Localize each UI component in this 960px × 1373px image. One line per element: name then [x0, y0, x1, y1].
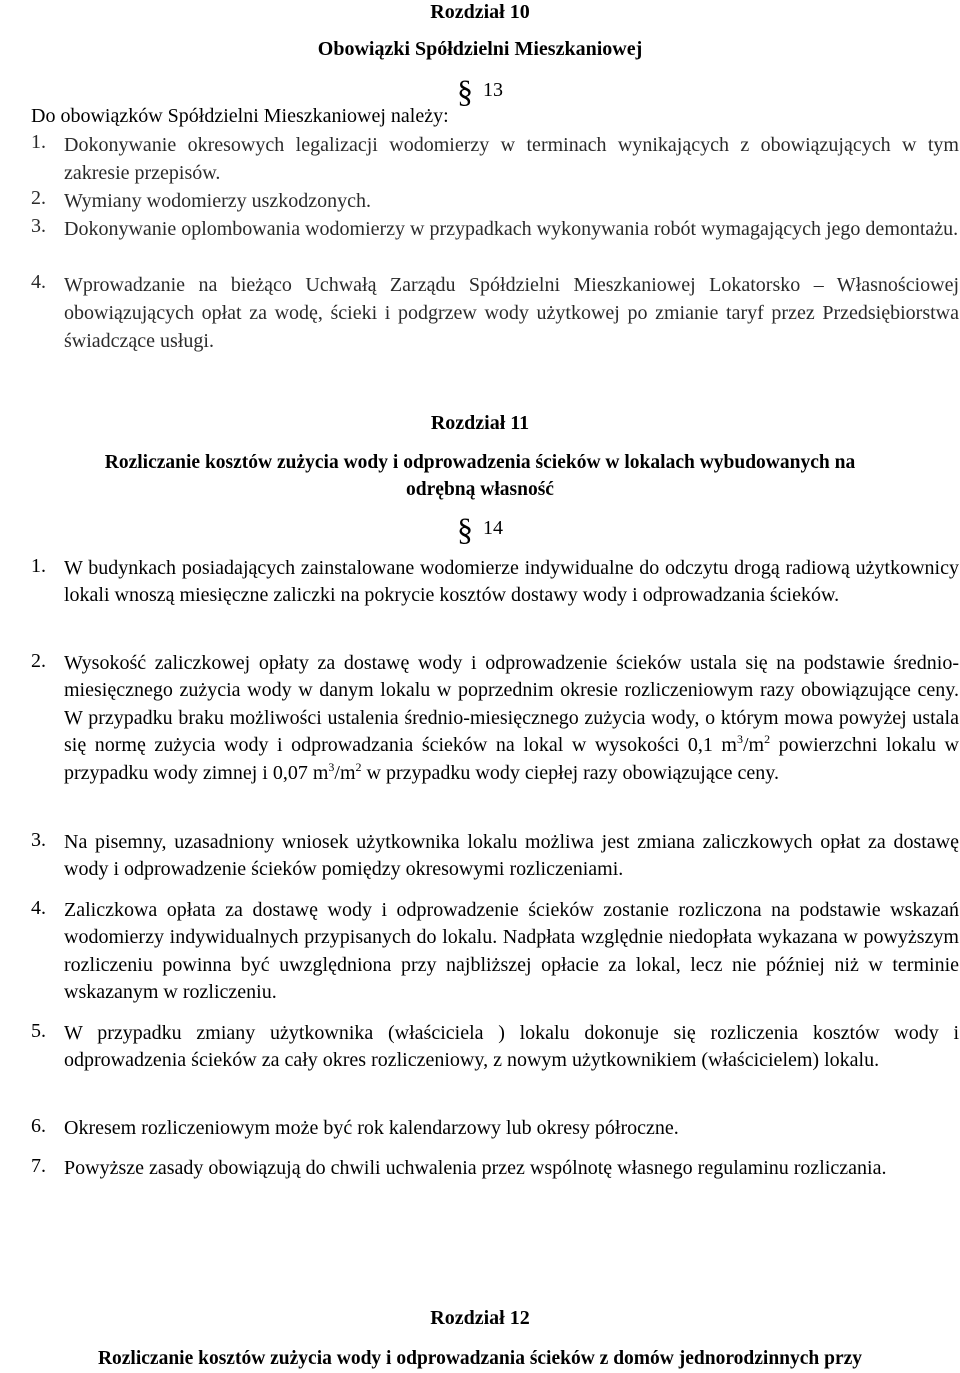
list-item — [31, 1020, 959, 1075]
list-item — [31, 215, 959, 243]
item-text: W budynkach posiadających zainstalowane wodomierze indywidualne do odczytu drogą radiową użytkownicy lokali wnoszą miesięczne zaliczki na pokrycie kosztów dostawy wody i odprowadzania ścieków. — [64, 557, 959, 607]
item-number: 1. — [31, 555, 46, 577]
section-number-13: 13 — [483, 79, 503, 101]
item-text: Powyższe zasady obowiązują do chwili uchwalenia przez wspólnotę własnego regulaminu rozliczania. — [64, 1157, 887, 1179]
list-item — [31, 271, 959, 355]
list-item — [31, 555, 959, 610]
item-text: Wysokość zaliczkowej opłaty za dostawę wody i odprowadzenie ścieków ustala się na podstawie średnio-miesięcznego zużycia wody w danym lokalu w poprzednim okresie rozliczeniowym razy obowiązujące ceny. W przypadku braku możliwości ustalenia średnio-miesięcznego zużycia wody, o którym mowa powyżej ustala się normę zużycia wody i odprowadzania ścieków na lokal w wysokości 0,1 $m^3/m^2$ powierzchni lokalu w przypadku wody zimnej i 0,07 $m^3/m^2$ w przypadku wody ciepłej razy obowiązujące ceny. — [64, 652, 959, 784]
chapter-11-title-line-2: odrębną własność — [406, 479, 554, 500]
chapter-12-title-line-1: Rozliczanie kosztów zużycia wody i odprowadzania ścieków z domów jednorodzinnych przy — [97, 1348, 863, 1369]
item-text: Wprowadzanie na bieżąco Uchwałą Zarządu Spółdzielni Mieszkaniowej Lokatorsko – Własnościowej obowiązujących opłat za wodę, ścieki i podgrzew wody użytkowej po zmianie taryf przez Przedsiębiorstwa świadczące usługi. — [64, 274, 959, 352]
item-number: 1. — [31, 131, 46, 153]
item-text: Dokonywanie oplombowania wodomierzy w przypadkach wykonywania robót wymagających jego demontażu. — [64, 218, 959, 240]
item-number: 3. — [31, 215, 46, 237]
list-item — [31, 131, 959, 187]
item-number: 6. — [31, 1115, 46, 1137]
section-13 — [0, 73, 960, 109]
item-number: 2. — [31, 187, 46, 209]
section-number-14: 14 — [483, 517, 503, 539]
list-item — [31, 187, 959, 215]
section-14 — [0, 511, 960, 547]
item-number: 3. — [31, 829, 46, 851]
item-text: Na pisemny, uzasadniony wniosek użytkownika lokalu możliwa jest zmiana zaliczkowych opłat za dostawę wody i odprowadzenie ścieków pomiędzy okresowymi rozliczeniami. — [64, 831, 959, 881]
chapter-11-title-line-1: Rozliczanie kosztów zużycia wody i odprowadzenia ścieków w lokalach wybudowanych na — [104, 452, 856, 473]
item-number: 4. — [31, 897, 46, 919]
list-item — [31, 1115, 959, 1142]
list-item — [31, 650, 959, 787]
list-item — [31, 829, 959, 884]
chapter-10-heading: Rozdział 10 — [430, 1, 530, 23]
item-text: Okresem rozliczeniowym może być rok kalendarzowy lub okresy półroczne. — [64, 1117, 679, 1139]
item-text: Zaliczkowa opłata za dostawę wody i odprowadzenie ścieków zostanie rozliczona na podstawie wskazań wodomierzy indywidualnych przypisanych do lokalu. Nadpłata względnie niedopłata wykazana w powyższym rozliczeniu powinna być uwzględniona przy najbliższej opłacie za lokal, lecz nie później niż w terminie wskazanym w rozliczeniu. — [64, 899, 959, 1004]
list-item — [31, 897, 959, 1007]
item-text: Wymiany wodomierzy uszkodzonych. — [64, 190, 372, 212]
item-text: Dokonywanie okresowych legalizacji wodomierzy w terminach wynikających z obowiązujących w tym zakresie przepisów. — [64, 134, 959, 184]
item-number: 2. — [31, 650, 46, 672]
item-number: 7. — [31, 1155, 46, 1177]
section-sign-13: § — [457, 73, 473, 109]
item-text: W przypadku zmiany użytkownika (właściciela ) lokalu dokonuje się rozliczenia kosztów wody i odprowadzenia ścieków za cały okres rozliczeniowy, z nowym użytkownikiem (właścicielem) lokalu. — [64, 1022, 959, 1072]
item-number: 4. — [31, 271, 46, 293]
item-number: 5. — [31, 1020, 46, 1042]
chapter-10-intro: Do obowiązków Spółdzielni Mieszkaniowej należy: — [31, 105, 449, 127]
chapter-11-heading: Rozdział 11 — [430, 412, 530, 434]
list-item — [31, 1155, 959, 1182]
chapter-10-title: Obowiązki Spółdzielni Mieszkaniowej — [317, 38, 643, 60]
chapter-12-heading: Rozdział 12 — [430, 1307, 530, 1329]
section-sign-14: § — [457, 511, 473, 547]
